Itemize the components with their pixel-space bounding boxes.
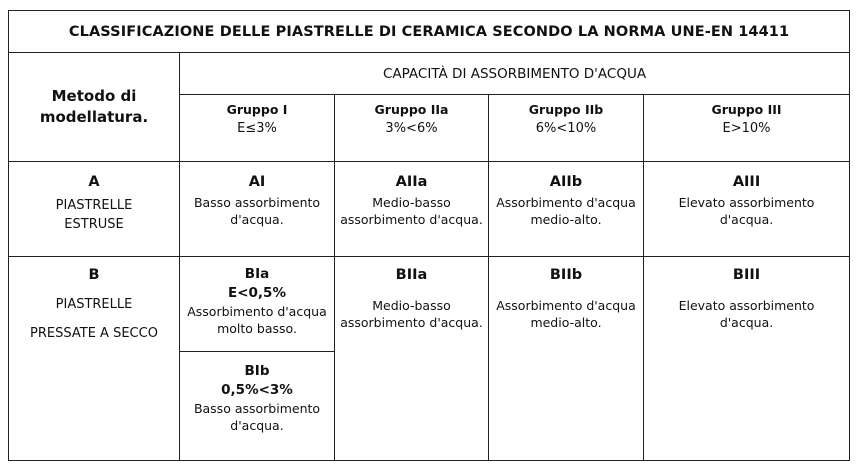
cell-desc-line1: Assorbimento d'acqua [496,195,636,210]
cell-desc-line1: Elevato assorbimento [678,195,815,210]
row-code: B [88,267,100,283]
group-range: E≤3% [237,121,277,136]
cell-code: AI [248,174,266,190]
cell-code: AIIa [395,174,428,190]
cell-desc-line2: medio-alto. [530,315,602,330]
cell-desc-line1: Basso assorbimento [193,401,321,416]
group-range: 3%<6% [385,121,438,136]
group-name: Gruppo III [711,102,782,117]
row-label-line1: PIASTRELLE [55,297,133,312]
cell-desc-line2: medio-alto. [530,212,602,227]
cell-desc-line1: Elevato assorbimento [678,298,815,313]
cell-biia [335,257,489,461]
group-header-iia [335,95,489,162]
cell-desc-line2: assorbimento d'acqua. [340,315,483,330]
cell-range: E<0,5% [228,285,286,301]
cell-code: AIII [732,174,761,190]
cell-code: BIb [244,363,270,379]
cell-desc-line2: d'acqua. [719,315,774,330]
row-code: A [88,174,100,190]
group-header-iib [489,95,644,162]
metodo-line2: modellatura. [39,108,149,126]
cell-biib [489,257,644,461]
row-label-line2: PRESSATE A SECCO [30,326,158,341]
classification-table [8,10,850,461]
group-range: E>10% [722,121,771,136]
cell-desc-line2: assorbimento d'acqua. [340,212,483,227]
cell-code: BIa [244,266,270,282]
table-row-a [9,162,850,257]
cell-aiia [335,162,489,257]
group-header-i [180,95,335,162]
cell-desc-line2: d'acqua. [230,212,284,227]
group-name: Gruppo I [226,102,288,117]
cell-aiib [489,162,644,257]
cell-code: BIIa [395,267,428,283]
row-label-a [9,162,180,257]
cell-code: BIIb [549,267,583,283]
cell-desc-line1: Assorbimento d'acqua [496,298,636,313]
group-range: 6%<10% [535,121,597,136]
cell-aiii [644,162,850,257]
group-name: Gruppo IIa [374,102,449,117]
metodo-header [9,53,180,162]
metodo-line1: Metodo di [51,87,137,105]
row-label-line1: PIASTRELLE [55,198,133,213]
cell-desc-line2: d'acqua. [230,418,284,433]
cell-code: BIII [732,267,761,283]
cell-desc-line2: molto basso. [217,321,297,336]
classification-table-frame [8,10,849,455]
row-label-b [9,257,180,461]
cell-ai [180,162,335,257]
cell-range: 0,5%<3% [221,382,293,398]
cell-desc-line2: d'acqua. [719,212,774,227]
cell-biii [644,257,850,461]
cell-desc-line1: Basso assorbimento [193,195,321,210]
group-name: Gruppo IIb [528,102,604,117]
capacita-header: CAPACITÀ DI ASSORBIMENTO D'ACQUA [180,53,850,95]
cell-bia [180,257,335,352]
row-label-line2: ESTRUSE [64,217,124,232]
cell-desc-line1: Assorbimento d'acqua [187,304,327,319]
cell-bib [180,352,335,461]
group-header-iii [644,95,850,162]
cell-code: AIIb [549,174,583,190]
cell-desc-line1: Medio-basso [372,298,451,313]
table-title: CLASSIFICAZIONE DELLE PIASTRELLE DI CERAMICA SECONDO LA NORMA UNE-EN 14411 [9,11,850,53]
cell-desc-line1: Medio-basso [372,195,451,210]
table-row-b [9,257,850,352]
